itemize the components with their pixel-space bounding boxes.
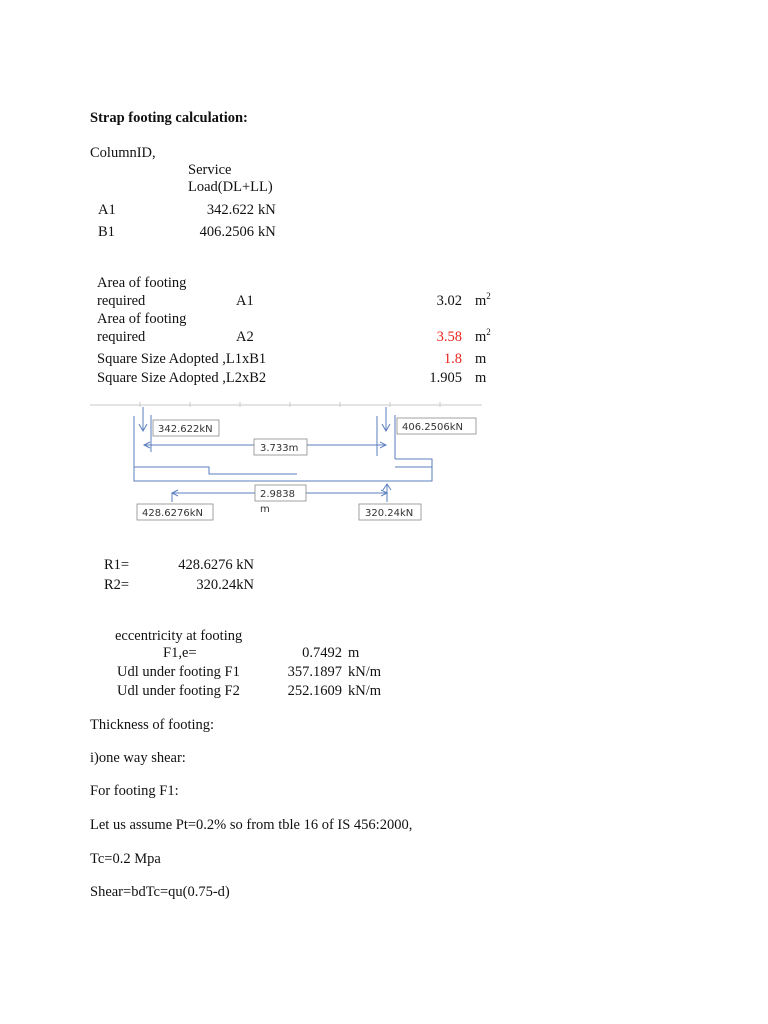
service-load-header-line1: Service [188,162,232,178]
size-label: Square Size Adopted ,L2xB2 [97,370,267,386]
load-row-id: A1 [98,202,116,218]
udl-value: 357.1897 [287,664,342,680]
eccentricity-label-line2: F1,e= [163,645,197,661]
area-value-highlighted: 3.58 [436,329,462,345]
size-unit: m [475,351,487,367]
paragraph: Tc=0.2 Mpa [90,851,161,867]
udl-label: Udl under footing F1 [117,664,240,680]
reaction-label: R2= [104,577,130,593]
area-label-line2: required [97,293,146,309]
eccentricity-label-line1: eccentricity at footing [115,628,243,644]
paragraph: For footing F1: [90,783,179,799]
area-value: 3.02 [436,293,462,309]
paragraph: i)one way shear: [90,750,186,766]
load-row-unit: kN [258,224,276,240]
size-label: Square Size Adopted ,L1xB1 [97,351,267,367]
udl-unit: kN/m [348,683,382,699]
footing-left-top [134,467,297,474]
reaction-label-right: 320.24kN [365,508,414,519]
area-column: A1 [236,293,254,309]
load-row-value: 406.2506 [199,224,254,240]
area-column: A2 [236,329,254,345]
size-unit: m [475,370,487,386]
paragraph: Shear=bdTc=qu(0.75-d) [90,884,230,900]
reaction-value: 428.6276 kN [178,557,254,573]
area-label-line1: Area of footing [97,275,187,291]
eccentricity-value: 0.7492 [302,645,342,661]
area-unit: $m^2$ [475,291,491,309]
load-row-unit: kN [258,202,276,218]
area-label-line1: Area of footing [97,311,187,327]
service-load-header-line2: Load(DL+LL) [188,179,273,195]
load-row-value: 342.622 [206,202,254,218]
udl-value: 252.1609 [287,683,342,699]
reaction-value: 320.24kN [196,577,254,593]
page-title: Strap footing calculation: [90,110,248,126]
area-label-line2: required [97,329,146,345]
strap-footing-diagram [90,398,490,528]
load-label-right: 406.2506kN [402,422,463,433]
reaction-label-left: 428.6276kN [142,508,203,519]
load-row-id: B1 [98,224,115,240]
reaction-label: R1= [104,557,130,573]
column-id-header: ColumnID, [90,145,156,161]
udl-unit: kN/m [348,664,382,680]
size-value-highlighted: 1.8 [443,351,462,367]
span-label-bottom-line2: m [260,504,270,515]
udl-label: Udl under footing F2 [117,683,240,699]
area-unit: $m^2$ [475,327,491,345]
size-value: 1.905 [429,370,462,386]
span-label-top: 3.733m [260,443,299,454]
paragraph: Let us assume Pt=0.2% so from tble 16 of IS 456:2000, [90,817,413,833]
eccentricity-unit: m [348,645,360,661]
span-label-bottom-line1: 2.9838 [260,489,295,500]
paragraph: Thickness of footing: [90,717,215,733]
load-label-left: 342.622kN [158,424,213,435]
strap-beam [134,456,432,481]
